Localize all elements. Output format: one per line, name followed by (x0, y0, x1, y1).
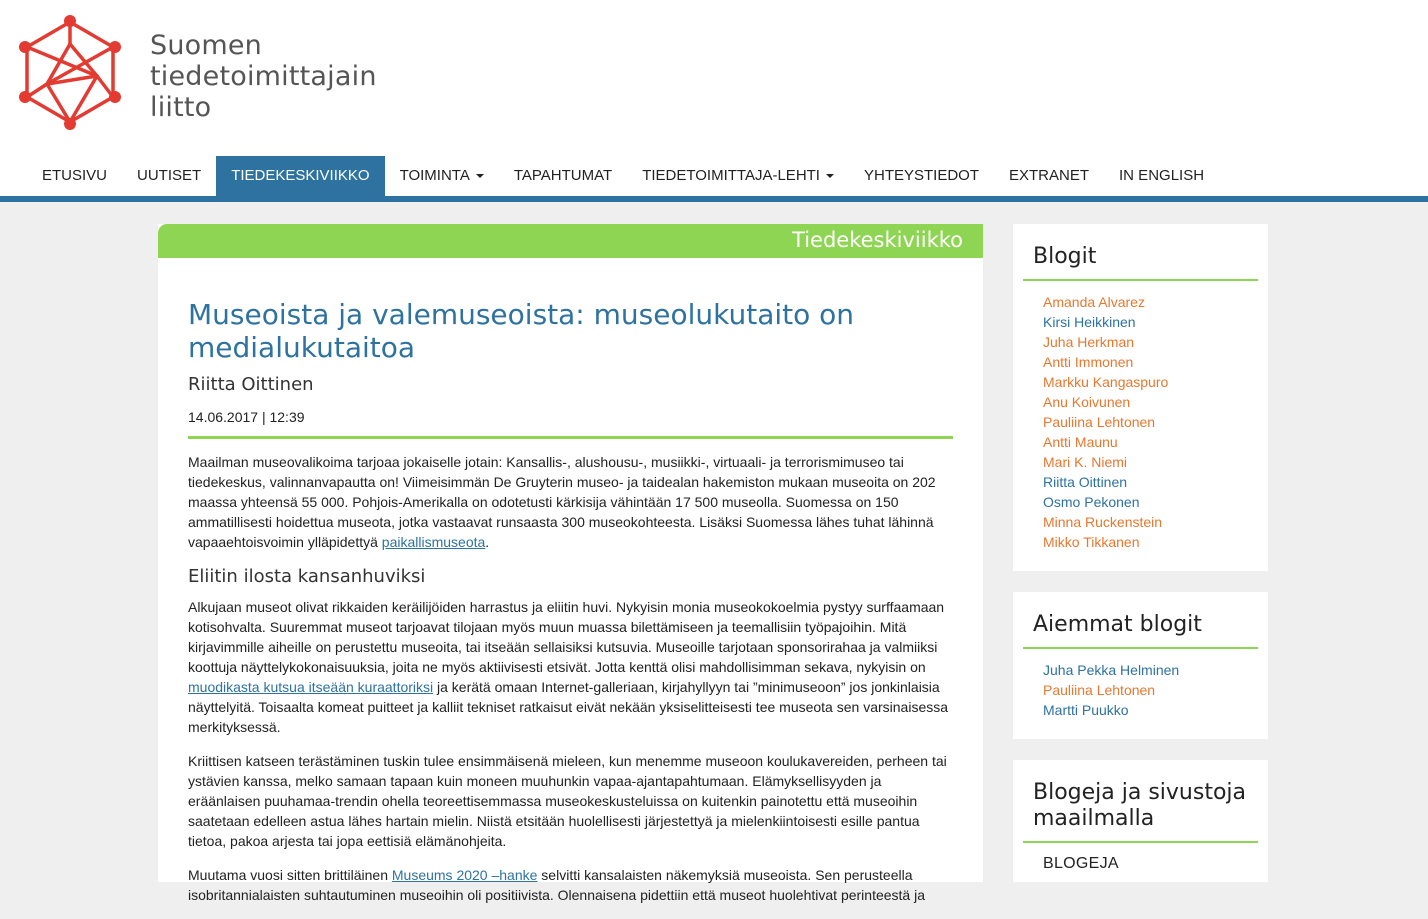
caret-down-icon (476, 174, 484, 178)
paragraph-text: selvitti kansalaisten näkemyksiä museoista. Sen perusteella isobritannialaisten suhtautuminen museoihin oli positiivista. Olennaisena pidettiin että museot huolehtivat perinteestä ja (188, 867, 925, 903)
logo-network-icon[interactable] (17, 14, 123, 132)
paragraph-text: Muutama vuosi sitten brittiläinen (188, 867, 392, 883)
main-nav (0, 156, 1219, 196)
nav-toiminta[interactable] (385, 156, 499, 196)
nav-label: TAPAHTUMAT (513, 167, 613, 184)
link-museums-2020[interactable]: Museums 2020 –hanke (391, 867, 538, 883)
blog-author-link[interactable]: Pauliina Lehtonen (1043, 682, 1156, 698)
blog-author-link[interactable]: Antti Immonen (1043, 354, 1134, 370)
paragraph-text: ja kerätä omaan Internet-galleriaan, kirjahyllyyn tai ”minimuseoon” jos jonkinlaisia näyttelyitä. Toisaalta komeat puitteet ja kalliit tekniset ratkaisut eivät nekään yksiselitteisesti tee museota sen varsinaisessa merkityksessä. (188, 679, 949, 735)
nav-tapahtumat[interactable] (499, 156, 627, 196)
article (188, 298, 953, 919)
blog-author-link[interactable]: Riitta Oittinen (1043, 474, 1128, 490)
article-date: 14.06.2017 | 12:39 (188, 409, 305, 425)
nav-label: IN ENGLISH (1119, 167, 1205, 184)
paragraph-1 (188, 452, 953, 552)
sidebar-blogeja-title (1033, 780, 1246, 832)
nav-label: ETUSIVU (42, 167, 108, 184)
paragraph-text: Maailman museovalikoima tarjoaa jokaiselle jotain: Kansallis-, alushousu-, musiikki-, virtuaali- ja terrorismimuseo tai tiedekeskus, valinnanvapautta on! Viimeisimmän De Gruyterin museo- ja taidealan hakemiston mukaan museoita on 202 maassa yhteensä 55 000. Pohjois-Amerikalla on odotetusti kärkisija vähintään 17 500 museolla. Suomessa on 150 ammatillisesti hoidettua museota, jotka vastaavat runsaasta 300 museokohteesta. Lisäksi Suomessa lähes tuhat lähinnä vapaaehtoisvoimin ylläpidettyä (188, 454, 936, 550)
nav-tiedekeskiviikko[interactable] (216, 156, 384, 196)
blog-author-link[interactable]: Mari K. Niemi (1043, 454, 1128, 470)
blog-author-link[interactable]: Pauliina Lehtonen (1043, 414, 1156, 430)
blog-author-link[interactable]: Juha Pekka Helminen (1043, 662, 1180, 678)
link-paikallismuseota[interactable]: paikallismuseota (381, 534, 486, 550)
title-line-1: Blogeja ja sivustoja (1033, 780, 1247, 805)
sidebar-aiemmat (1013, 592, 1268, 739)
paragraph-3: Kriittisen katseen terästäminen tuskin tulee ensimmäisenä mieleen, kun menemme museoon koulukavereiden, perheen tai ystävien kanssa, melko samaan tapaan kuin moneen muuhunkin vapaa-ajantapahtumaan. Elämyksellisyyden ja eräänlaisen puuhamaa-trendin ohella teoreettisemmassa museokeskusteluissa on kuitenkin painotettu että museoihin saatetaan edelleen astua lähes hartain mielin. Niistä etsitään huolellisesti järjestettyä ja mielenkiintoisesti esille pantua tietoa, pakoa arjesta tai jopa eettisiä elämänohjeita. (188, 753, 947, 849)
blog-author-link[interactable]: Antti Maunu (1043, 434, 1118, 450)
caret-down-icon (826, 174, 834, 178)
blog-author-link[interactable]: Markku Kangaspuro (1043, 374, 1169, 390)
nav-yhteystiedot[interactable] (849, 156, 994, 196)
divider (1023, 279, 1258, 281)
paragraph-2 (188, 597, 953, 737)
sidebar-aiemmat-title: Aiemmat blogit (1033, 612, 1202, 637)
nav-label: EXTRANET (1009, 167, 1090, 184)
logo-text[interactable] (150, 30, 377, 123)
blog-author-link[interactable]: Minna Ruckenstein (1043, 514, 1163, 530)
divider (188, 436, 953, 439)
blog-list (1043, 292, 1168, 552)
nav-extranet[interactable] (994, 156, 1104, 196)
sidebar-blogeja (1013, 760, 1268, 882)
section-banner-title: Tiedekeskiviikko (792, 228, 963, 252)
blog-author-link[interactable]: Martti Puukko (1043, 702, 1129, 718)
link-kuraattoriksi[interactable]: muodikasta kutsua itseään kuraattoriksi (188, 679, 434, 695)
sidebar-blogit (1013, 224, 1268, 571)
paragraph-4 (188, 865, 953, 905)
nav-etusivu[interactable] (27, 156, 122, 196)
blog-author-link[interactable]: Juha Herkman (1043, 334, 1135, 350)
nav-label: TOIMINTA (399, 167, 470, 184)
nav-underline (0, 196, 1428, 202)
blog-author-link[interactable]: Osmo Pekonen (1043, 494, 1140, 510)
sidebar-blogit-title: Blogit (1033, 244, 1097, 269)
nav-in-english[interactable] (1104, 156, 1219, 196)
logo-line-3: liitto (150, 92, 212, 123)
blog-author-link[interactable]: Kirsi Heikkinen (1043, 314, 1136, 330)
site-header (0, 0, 1428, 196)
nav-tiedetoimittaja-lehti[interactable] (627, 156, 849, 196)
main-content (158, 224, 983, 903)
blog-author-link[interactable]: Mikko Tikkanen (1043, 534, 1140, 550)
paragraph-text: . (485, 534, 490, 550)
nav-uutiset[interactable] (122, 156, 216, 196)
blog-author-link[interactable]: Anu Koivunen (1043, 394, 1131, 410)
divider (1023, 647, 1258, 649)
title-line-2: maailmalla (1033, 806, 1155, 831)
article-author: Riitta Oittinen (188, 374, 314, 395)
nav-label: TIEDEKESKIVIIKKO (231, 167, 370, 184)
previous-blog-list (1043, 660, 1179, 720)
nav-label: YHTEYSTIEDOT (863, 167, 979, 184)
logo-line-2: tiedetoimittajain (150, 61, 377, 92)
nav-label: UUTISET (137, 167, 202, 184)
subheading: Eliitin ilosta kansanhuviksi (188, 566, 426, 587)
blog-author-link[interactable]: Amanda Alvarez (1043, 294, 1145, 310)
paragraph-text: Alkujaan museot olivat rikkaiden keräilijöiden harrastus ja eliitin huvi. Nykyisin monia museokokoelmia pystyy surffaamaan kotisohvalta. Suuremmat museot tarjoavat tilojaan myös muun muassa bilettämiseen ja teemallisiin työpajoihin. Mitä kirjavimmille aiheille on perustettu museoita, tai itseään sellaisiksi kutsuvia. Museoille tarjotaan sponsorirahaa ja valmiiksi koottuja näyttelykokonaisuuksia, joita ne myös aktiivisesti etsivät. Jotta kenttä olisi mahdollisimman sekava, nykyisin on (188, 599, 945, 675)
logo-line-1: Suomen (150, 30, 262, 61)
section-banner (158, 224, 983, 258)
divider (1023, 841, 1258, 843)
article-title: Museoista ja valemuseoista: museolukutaito on medialukutaitoa (188, 298, 855, 364)
blogeja-link[interactable]: BLOGEJA (1043, 855, 1119, 872)
nav-label: TIEDETOIMITTAJA-LEHTI (642, 167, 820, 184)
